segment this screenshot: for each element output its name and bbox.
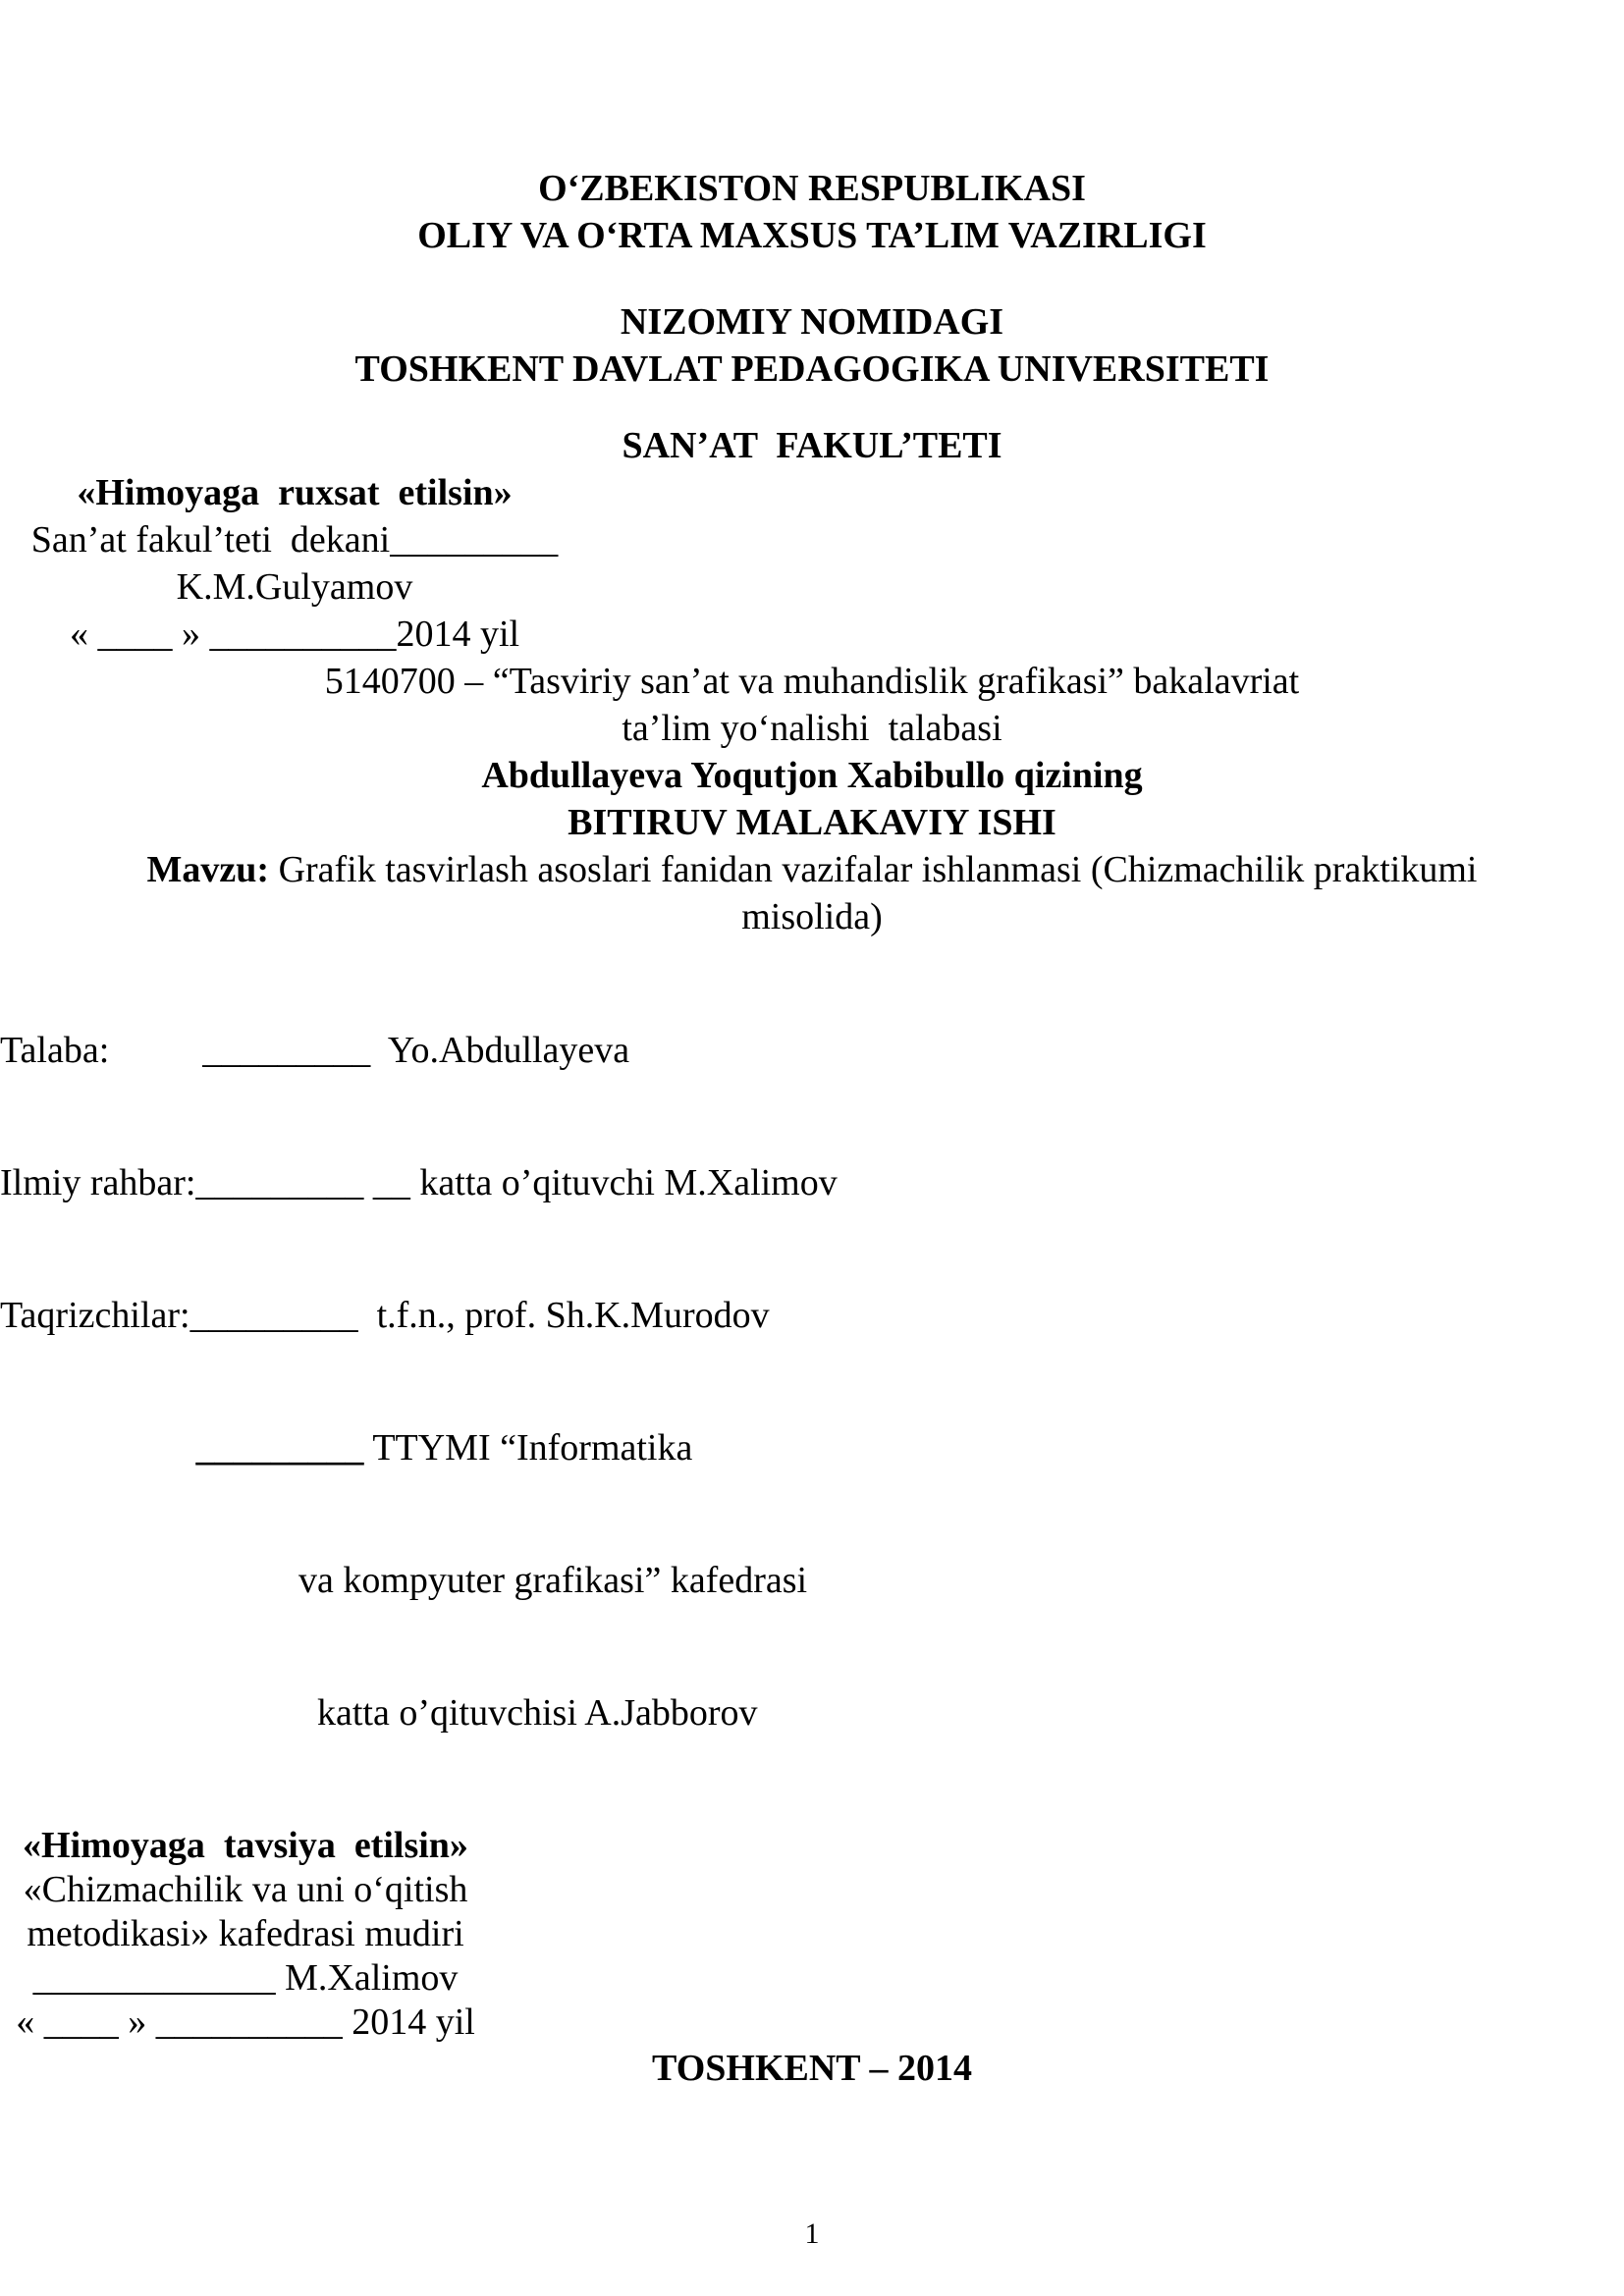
recommendation-title: «Himoyaga tavsiya etilsin» — [23, 1825, 468, 1866]
ministry-country-line: O‘ZBEKISTON RESPUBLIKASI — [538, 168, 1086, 209]
program-code-line: 5140700 – “Tasviriy san’at va muhandislik grafikasi” bakalavriat — [324, 661, 1300, 702]
program-direction-line: ta’lim yo‘nalishi talabasi — [622, 708, 1002, 749]
ministry-name-line: OLIY VA O‘RTA MAXSUS TA’LIM VAZIRLIGI — [417, 215, 1207, 256]
reviewer-line-2-text: TTYMI “Informatika — [363, 1427, 693, 1468]
recommendation-head-name: _____________ M.Xalimov — [32, 1957, 459, 1999]
topic-line-1 — [0, 846, 1624, 893]
student-name-line: Abdullayeva Yoqutjon Xabibullo qizining — [481, 755, 1143, 796]
approval-dean-name: K.M.Gulyamov — [176, 566, 413, 608]
topic-block — [0, 846, 1624, 940]
topic-label: Mavzu: — [146, 849, 270, 890]
page-number: 1 — [804, 2217, 820, 2250]
assignment-block — [0, 940, 1624, 1824]
topic-line-2: misolida) — [741, 896, 883, 937]
assignment-reviewer-line-2 — [0, 1426, 1624, 1470]
recommendation-date-line: « ____ » __________ 2014 yil — [16, 2002, 475, 2043]
city-year-line: TOSHKENT – 2014 — [652, 2048, 972, 2089]
assignment-reviewer-line-3: va kompyuter grafikasi” kafedrasi — [0, 1560, 808, 1601]
reviewer-line-2-blank: _________ — [195, 1427, 364, 1468]
reviewer-line-2-indent — [0, 1427, 196, 1468]
work-title: BITIRUV MALAKAVIY ISHI — [568, 802, 1056, 843]
assignment-reviewer-line-4: katta o’qituvchisi A.Jabborov — [0, 1692, 758, 1734]
approval-block — [0, 469, 589, 658]
recommendation-block — [0, 1824, 491, 2045]
assignment-student-line: Talaba: _________ Yo.Abdullayeva — [0, 1030, 630, 1071]
recommendation-department-line-2: metodikasi» kafedrasi mudiri — [27, 1913, 464, 1954]
program-block — [0, 658, 1624, 799]
topic-text: Grafik tasvirlash asoslari fanidan vazifalar ishlanmasi (Chizmachilik praktikumi — [269, 849, 1478, 890]
university-named-after-line: NIZOMIY NOMIDAGI — [620, 301, 1004, 343]
university-name-line: TOSHKENT DAVLAT PEDAGOGIKA UNIVERSITETI — [354, 348, 1270, 390]
spacer — [0, 259, 1624, 298]
approval-title: «Himoyaga ruxsat etilsin» — [77, 472, 513, 513]
faculty-name-line: SAN’AT FAKUL’TETI — [622, 425, 1002, 466]
spacer — [0, 393, 1624, 422]
assignment-advisor-line: Ilmiy rahbar:_________ __ katta o’qituvchi M.Xalimov — [0, 1162, 838, 1203]
assignment-reviewer-line-1: Taqrizchilar:_________ t.f.n., prof. Sh.K.Murodov — [0, 1295, 770, 1336]
approval-dean-line: San’at fakul’teti dekani_________ — [30, 519, 559, 561]
recommendation-department-line-1: «Chizmachilik va uni o‘qitish — [23, 1869, 468, 1910]
approval-date-line: « ____ » __________2014 yil — [69, 614, 520, 655]
